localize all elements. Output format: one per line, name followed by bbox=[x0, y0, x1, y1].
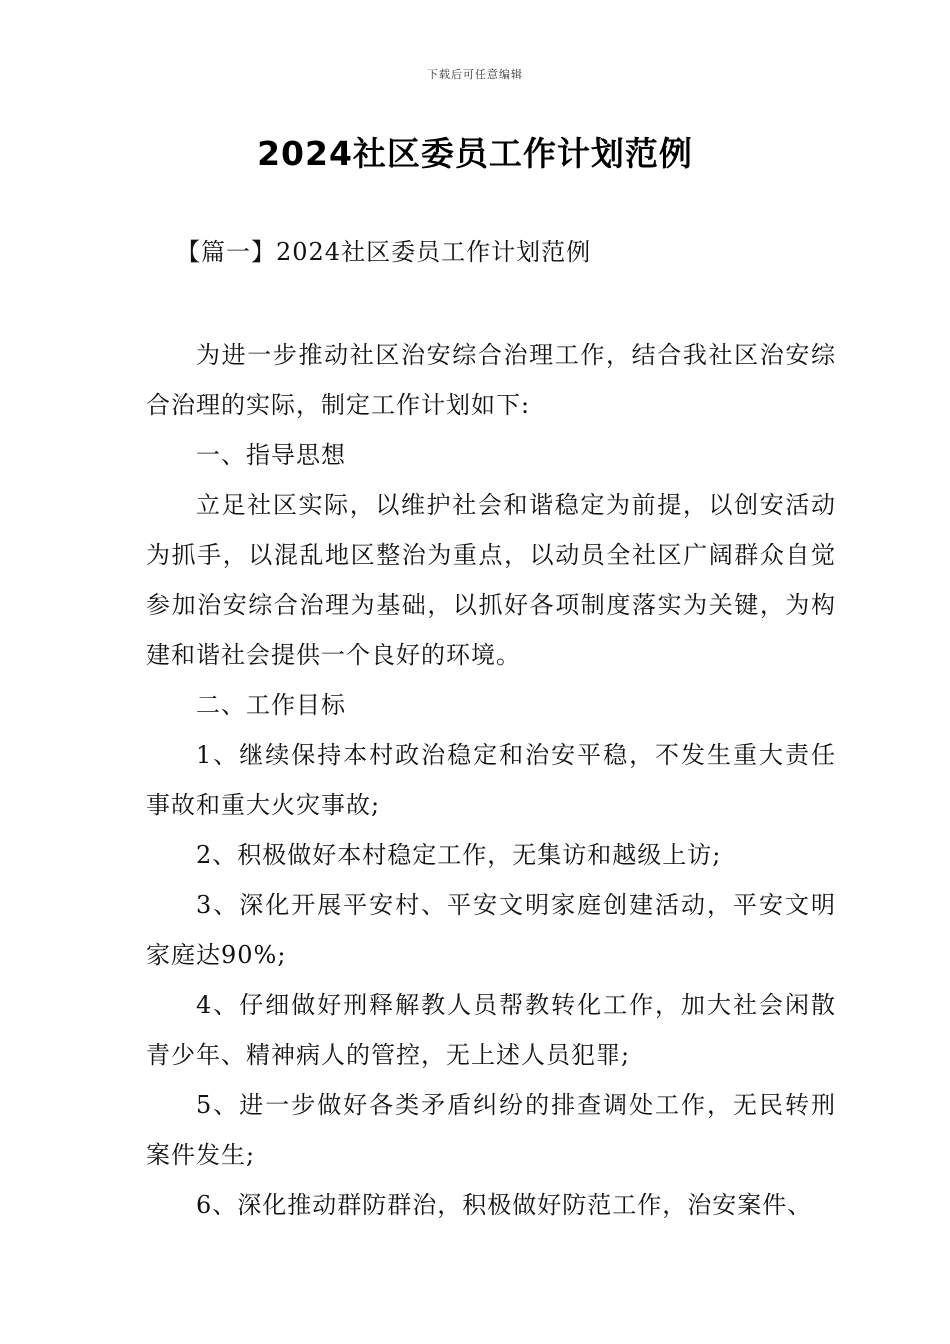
goal-item-2: 2、积极做好本村稳定工作，无集访和越级上访; bbox=[196, 841, 722, 869]
heading-guiding-ideology: 一、指导思想 bbox=[196, 441, 346, 469]
guiding-ideology-paragraph: 立足社区实际，以维护社会和谐稳定为前提，以创安活动为抓手，以混乱地区整治为重点，以动员全社区广阔群众自觉参加治安综合治理为基础，以抓好各项制度落实为关键，为构建和谐社会提供一个良好的环境。 bbox=[146, 491, 836, 669]
goal-item-6: 6、深化推动群防群治，积极做好防范工作，治安案件、 bbox=[196, 1191, 813, 1219]
goal-item-4: 4、仔细做好刑释解教人员帮教转化工作，加大社会闲散青少年、精神病人的管控，无上述人员犯罪; bbox=[146, 991, 836, 1069]
intro-paragraph: 为进一步推动社区治安综合治理工作，结合我社区治安综合治理的实际，制定工作计划如下: bbox=[146, 341, 836, 419]
document-title: 2024社区委员工作计划范例 bbox=[257, 134, 693, 173]
goal-item-1: 1、继续保持本村政治稳定和治安平稳，不发生重大责任事故和重大火灾事故; bbox=[146, 741, 836, 819]
goal-item-5: 5、进一步做好各类矛盾纠纷的排查调处工作，无民转刑案件发生; bbox=[146, 1091, 836, 1169]
section-heading: 【篇一】2024社区委员工作计划范例 bbox=[176, 238, 592, 266]
heading-work-goals: 二、工作目标 bbox=[196, 691, 346, 719]
document-body bbox=[146, 330, 836, 1230]
page-header-note: 下载后可任意编辑 bbox=[427, 68, 523, 81]
goal-item-3: 3、深化开展平安村、平安文明家庭创建活动，平安文明家庭达90%; bbox=[146, 891, 836, 969]
